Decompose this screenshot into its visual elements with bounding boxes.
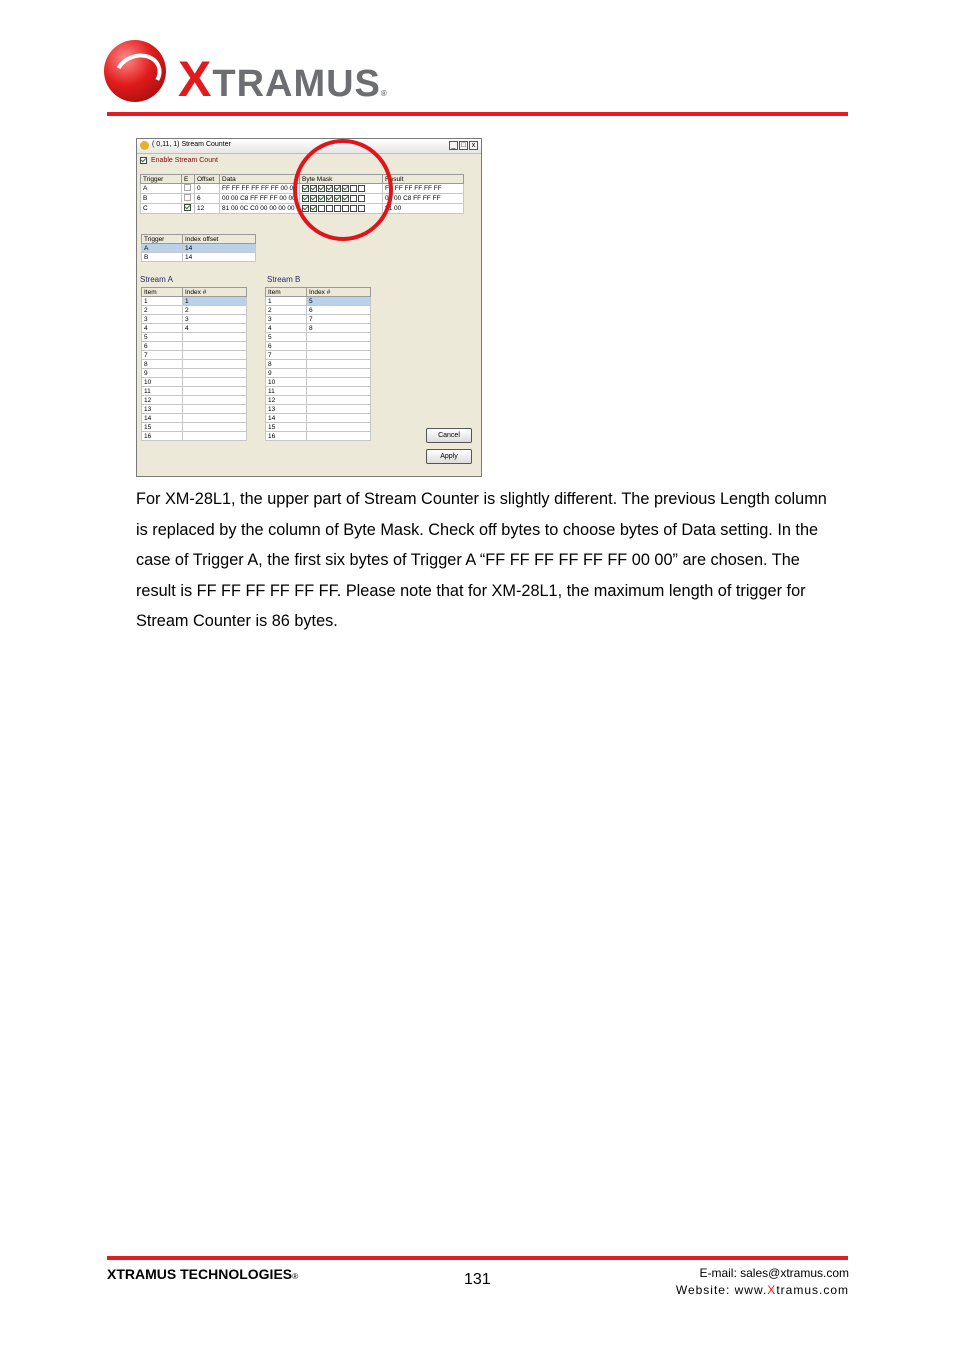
- trigger-result: 00 00 C8 FF FF FF: [383, 194, 464, 204]
- logo-wordmark: XTRAMUS®: [178, 51, 388, 107]
- stream-index[interactable]: 1: [183, 297, 247, 306]
- stream-index[interactable]: [183, 423, 247, 432]
- enable-stream-count[interactable]: [140, 155, 218, 165]
- stream-item: 2: [142, 306, 183, 315]
- stream-index[interactable]: [183, 351, 247, 360]
- stream-row[interactable]: [142, 315, 247, 324]
- stream-index[interactable]: [307, 351, 371, 360]
- col-e: E: [182, 175, 195, 184]
- stream-item: 14: [266, 414, 307, 423]
- stream-row[interactable]: [142, 369, 247, 378]
- stream-index[interactable]: [183, 333, 247, 342]
- stream-item: 1: [266, 297, 307, 306]
- stream-index[interactable]: [307, 405, 371, 414]
- col-index-trigger: Trigger: [142, 235, 183, 244]
- stream-row[interactable]: [142, 378, 247, 387]
- footer-rule: [107, 1256, 848, 1260]
- stream-row[interactable]: [142, 414, 247, 423]
- stream-row[interactable]: [142, 297, 247, 306]
- stream-item: 5: [142, 333, 183, 342]
- trigger-offset[interactable]: 6: [195, 194, 220, 204]
- trigger-enable-checkbox[interactable]: [184, 184, 191, 191]
- stream-index[interactable]: [307, 423, 371, 432]
- stream-row[interactable]: [266, 378, 371, 387]
- trigger-offset[interactable]: 12: [195, 204, 220, 214]
- stream-index[interactable]: [307, 432, 371, 441]
- col-a-item: Item: [142, 288, 183, 297]
- stream-item: 11: [266, 387, 307, 396]
- stream-item: 9: [266, 369, 307, 378]
- stream-index[interactable]: 8: [307, 324, 371, 333]
- trigger-enable-checkbox[interactable]: [184, 204, 191, 211]
- index-trigger: B: [142, 253, 183, 262]
- stream-item: 15: [142, 423, 183, 432]
- col-b-item: Item: [266, 288, 307, 297]
- stream-row[interactable]: [142, 396, 247, 405]
- col-index-offset: Index offset: [183, 235, 256, 244]
- stream-row[interactable]: [266, 369, 371, 378]
- stream-row[interactable]: [266, 306, 371, 315]
- stream-index[interactable]: [307, 396, 371, 405]
- apply-button[interactable]: Apply: [426, 449, 472, 464]
- minimize-button[interactable]: _: [449, 141, 458, 150]
- stream-item: 1: [142, 297, 183, 306]
- stream-index[interactable]: [183, 432, 247, 441]
- stream-row[interactable]: [142, 351, 247, 360]
- stream-row[interactable]: [142, 423, 247, 432]
- stream-index[interactable]: 4: [183, 324, 247, 333]
- stream-row[interactable]: [266, 360, 371, 369]
- stream-item: 2: [266, 306, 307, 315]
- trigger-data[interactable]: 00 00 C8 FF FF FF 00 00: [220, 194, 300, 204]
- stream-row[interactable]: [266, 333, 371, 342]
- stream-row[interactable]: [142, 324, 247, 333]
- xtramus-logo: [104, 40, 434, 110]
- stream-row[interactable]: [266, 414, 371, 423]
- stream-item: 14: [142, 414, 183, 423]
- stream-item: 3: [142, 315, 183, 324]
- app-icon: [140, 141, 149, 150]
- trigger-offset[interactable]: 0: [195, 184, 220, 194]
- stream-row[interactable]: [142, 405, 247, 414]
- stream-index[interactable]: 2: [183, 306, 247, 315]
- trigger-enable-cell: [182, 194, 195, 204]
- stream-row[interactable]: [266, 297, 371, 306]
- trigger-name: A: [141, 184, 182, 194]
- window-title: ( 0,11, 1) Stream Counter: [152, 141, 231, 148]
- trigger-data[interactable]: 81 00 0C C0 00 00 00 00: [220, 204, 300, 214]
- stream-index[interactable]: [183, 360, 247, 369]
- stream-index[interactable]: [307, 342, 371, 351]
- stream-index[interactable]: [183, 387, 247, 396]
- index-row[interactable]: [142, 253, 256, 262]
- stream-row[interactable]: [142, 360, 247, 369]
- stream-row[interactable]: [266, 351, 371, 360]
- body-paragraph: For XM-28L1, the upper part of Stream Counter is slightly different. The previous Length column is replaced by the column of Byte Mask. Check off bytes to choose bytes of Data setting. In the case of Trigger A, the first six bytes of Trigger A “FF FF FF FF FF FF 00 00” are chosen. The result is FF FF FF FF FF FF. Please note that for XM-28L1, the maximum length of trigger for Stream Counter is 86 bytes.: [136, 490, 827, 630]
- header-rule: [107, 112, 848, 116]
- trigger-data[interactable]: FF FF FF FF FF FF 00 00: [220, 184, 300, 194]
- stream-item: 6: [266, 342, 307, 351]
- col-trigger: Trigger: [141, 175, 182, 184]
- stream-index[interactable]: 3: [183, 315, 247, 324]
- index-offset[interactable]: 14: [183, 244, 256, 253]
- stream-index[interactable]: 7: [307, 315, 371, 324]
- stream-item: 7: [142, 351, 183, 360]
- trigger-name: C: [141, 204, 182, 214]
- enable-label: Enable Stream Count: [151, 156, 218, 164]
- stream-item: 11: [142, 387, 183, 396]
- stream-item: 10: [142, 378, 183, 387]
- stream-index[interactable]: [307, 360, 371, 369]
- stream-index[interactable]: [183, 369, 247, 378]
- footer-website: Website: www.Xtramus.com: [675, 1283, 849, 1297]
- stream-index[interactable]: [183, 396, 247, 405]
- stream-index[interactable]: 6: [307, 306, 371, 315]
- stream-row[interactable]: [266, 423, 371, 432]
- stream-index[interactable]: [307, 333, 371, 342]
- maximize-button[interactable]: □: [459, 141, 468, 150]
- trigger-result: 81 00: [383, 204, 464, 214]
- stream-index[interactable]: [307, 378, 371, 387]
- stream-row[interactable]: [266, 396, 371, 405]
- stream-index[interactable]: [183, 378, 247, 387]
- stream-index[interactable]: [183, 405, 247, 414]
- trigger-enable-checkbox[interactable]: [184, 194, 191, 201]
- index-row[interactable]: [142, 244, 256, 253]
- trigger-enable-cell: [182, 204, 195, 214]
- stream-item: 16: [142, 432, 183, 441]
- stream-row[interactable]: [266, 432, 371, 441]
- footer-email: E-mail: sales@xtramus.com: [699, 1266, 849, 1280]
- stream-row[interactable]: [266, 342, 371, 351]
- stream-item: 5: [266, 333, 307, 342]
- stream-row[interactable]: [266, 405, 371, 414]
- stream-item: 9: [142, 369, 183, 378]
- col-data: Data: [220, 175, 300, 184]
- cancel-button[interactable]: Cancel: [426, 428, 472, 443]
- stream-item: 7: [266, 351, 307, 360]
- stream-item: 8: [266, 360, 307, 369]
- index-offset[interactable]: 14: [183, 253, 256, 262]
- stream-index[interactable]: [307, 387, 371, 396]
- stream-row[interactable]: [142, 306, 247, 315]
- stream-b-label: Stream B: [267, 275, 301, 284]
- stream-item: 16: [266, 432, 307, 441]
- close-button[interactable]: x: [469, 141, 478, 150]
- stream-index[interactable]: [307, 414, 371, 423]
- stream-row[interactable]: [142, 432, 247, 441]
- col-byte-mask: Byte Mask: [300, 175, 383, 184]
- trigger-name: B: [141, 194, 182, 204]
- stream-item: 10: [266, 378, 307, 387]
- stream-item: 8: [142, 360, 183, 369]
- index-offset-table: [141, 234, 256, 262]
- highlight-circle: [293, 139, 393, 241]
- stream-row[interactable]: [266, 324, 371, 333]
- stream-index[interactable]: [307, 369, 371, 378]
- stream-index[interactable]: [183, 414, 247, 423]
- col-result: Result: [383, 175, 464, 184]
- stream-a-label: Stream A: [140, 275, 173, 284]
- col-offset: Offset: [195, 175, 220, 184]
- stream-item: 12: [266, 396, 307, 405]
- stream-item: 4: [266, 324, 307, 333]
- col-b-index: Index #: [307, 288, 371, 297]
- stream-row[interactable]: [142, 342, 247, 351]
- enable-checkbox[interactable]: [140, 157, 147, 164]
- stream-item: 15: [266, 423, 307, 432]
- stream-row[interactable]: [266, 387, 371, 396]
- stream-row[interactable]: [142, 333, 247, 342]
- stream-row[interactable]: [142, 387, 247, 396]
- stream-item: 12: [142, 396, 183, 405]
- footer-company: XTRAMUS TECHNOLOGIES®: [107, 1266, 299, 1282]
- trigger-enable-cell: [182, 184, 195, 194]
- stream-index[interactable]: [183, 342, 247, 351]
- stream-index[interactable]: 5: [307, 297, 371, 306]
- stream-a-table: [141, 287, 247, 441]
- index-trigger: A: [142, 244, 183, 253]
- stream-row[interactable]: [266, 315, 371, 324]
- stream-item: 4: [142, 324, 183, 333]
- stream-item: 13: [266, 405, 307, 414]
- stream-item: 6: [142, 342, 183, 351]
- stream-b-table: [265, 287, 371, 441]
- logo-ball-icon: [104, 40, 166, 102]
- page-number: 131: [464, 1271, 491, 1288]
- trigger-result: FF FF FF FF FF FF: [383, 184, 464, 194]
- stream-item: 13: [142, 405, 183, 414]
- col-a-index: Index #: [183, 288, 247, 297]
- stream-item: 3: [266, 315, 307, 324]
